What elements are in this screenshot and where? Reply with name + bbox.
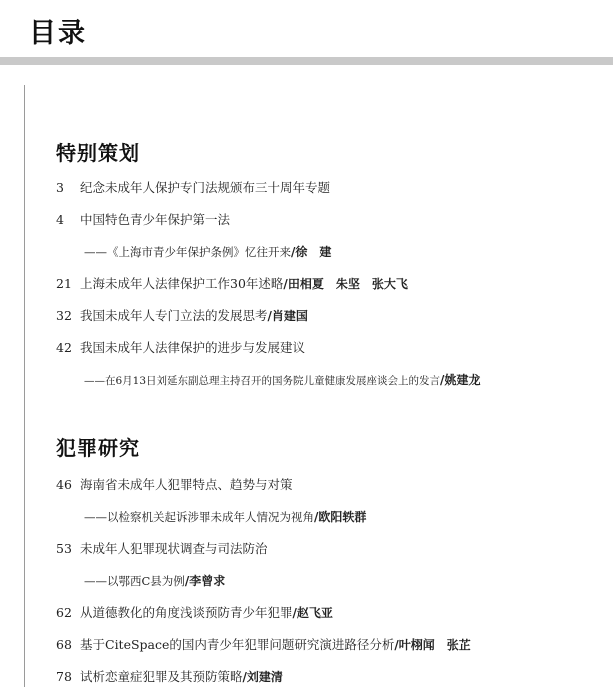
margin-rule: [24, 85, 25, 687]
entry-author: 欧阳轶群: [318, 510, 367, 524]
toc-subtitle[interactable]: [84, 243, 605, 261]
page-number: 68: [56, 637, 72, 652]
page-number: 42: [56, 340, 72, 355]
section-title: 特别策划: [56, 141, 140, 165]
toc-subtitle[interactable]: [84, 371, 605, 390]
entry-title: 从道德教化的角度浅谈预防青少年犯罪: [80, 605, 293, 620]
entry-title: 纪念未成年人保护专门法规颁布三十周年专题: [80, 180, 331, 195]
header-divider: [0, 57, 613, 65]
page-number: 62: [56, 605, 72, 620]
entry-author: 肖建国: [271, 309, 308, 323]
toc-entry[interactable]: [56, 476, 603, 494]
entry-author: 徐 建: [295, 245, 332, 259]
separator: /: [242, 670, 247, 684]
entry-author: 叶栩闻 张芷: [398, 638, 471, 652]
toc-entry[interactable]: [56, 604, 603, 622]
separator: /: [394, 638, 399, 652]
entry-subtitle: ——《上海市青少年保护条例》忆往开来: [84, 245, 291, 259]
separator: /: [292, 606, 297, 620]
toc-entry[interactable]: [56, 307, 603, 325]
toc-entry[interactable]: [56, 179, 603, 197]
entry-author: 李曾求: [189, 574, 226, 588]
page-number: 78: [56, 669, 72, 684]
separator: /: [291, 245, 296, 259]
entry-title: 上海未成年人法律保护工作30年述略: [80, 276, 284, 291]
entry-subtitle: ——以鄂西C县为例: [84, 574, 185, 588]
entry-author: 田相夏 朱坚 张大飞: [287, 277, 408, 291]
toc-entry[interactable]: [56, 339, 603, 357]
toc-entry[interactable]: [56, 668, 603, 686]
toc-entry[interactable]: [56, 636, 603, 654]
separator: /: [267, 309, 272, 323]
page-number: 46: [56, 477, 72, 492]
toc-subtitle[interactable]: [84, 508, 605, 526]
entry-author: 赵飞亚: [296, 606, 333, 620]
page-number: 32: [56, 308, 72, 323]
separator: /: [314, 510, 319, 524]
section-title: 犯罪研究: [56, 436, 140, 460]
toc-entry[interactable]: [56, 275, 603, 293]
page-number: 21: [56, 276, 72, 291]
entry-title: 试析恋童症犯罪及其预防策略: [80, 669, 243, 684]
entry-title: 中国特色青少年保护第一法: [80, 212, 231, 227]
entry-title: 海南省未成年人犯罪特点、趋势与对策: [80, 477, 293, 492]
toc-entry[interactable]: [56, 211, 603, 229]
entry-title: 基于CiteSpace的国内青少年犯罪问题研究演进路径分析: [80, 637, 395, 652]
entry-subtitle: ——以检察机关起诉涉罪未成年人情况为视角: [84, 510, 314, 524]
separator: /: [440, 373, 445, 387]
page-number: 4: [56, 212, 64, 227]
entry-author: 姚建龙: [444, 373, 481, 387]
page-number: 3: [56, 180, 64, 195]
toc-subtitle[interactable]: [84, 572, 605, 590]
toc-entry[interactable]: [56, 540, 603, 558]
separator: /: [184, 574, 190, 588]
entry-subtitle: ——在6月13日刘延东副总理主持召开的国务院儿童健康发展座谈会上的发言: [84, 375, 441, 387]
entry-title: 我国未成年人专门立法的发展思考: [80, 308, 268, 323]
separator: /: [283, 277, 288, 291]
page-number: 53: [56, 541, 72, 556]
entry-author: 刘建清: [246, 670, 283, 684]
page-title: 目录: [29, 18, 87, 49]
entry-title: 未成年人犯罪现状调查与司法防治: [80, 541, 268, 556]
entry-title: 我国未成年人法律保护的进步与发展建议: [80, 340, 306, 355]
